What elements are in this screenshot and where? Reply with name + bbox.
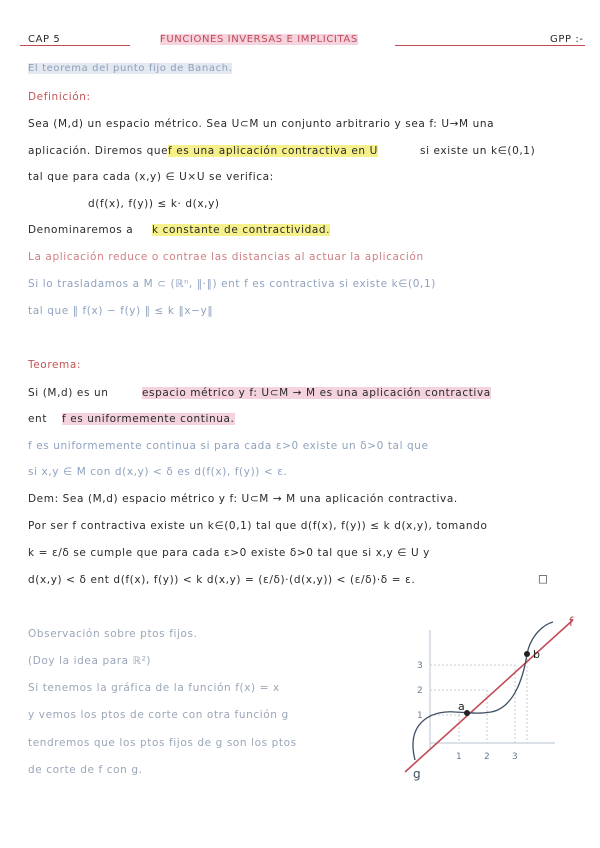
proof-line-2: Por ser f contractiva existe un k∈(0,1) tal que d(f(x), f(y)) ≤ k d(x,y), tomando bbox=[28, 520, 488, 532]
definition-note-1: La aplicación reduce o contrae las distancias al actuar la aplicación bbox=[28, 251, 424, 263]
g-curve bbox=[413, 622, 553, 760]
definition-label: Definición: bbox=[28, 91, 91, 103]
definition-line-5a: Denominaremos a bbox=[28, 224, 134, 236]
observation-line-2: (Doy la idea para ℝ²) bbox=[28, 655, 152, 667]
label-g: g bbox=[413, 767, 421, 781]
observation-line-3: Si tenemos la gráfica de la función f(x) = x bbox=[28, 682, 280, 694]
theorem-label: Teorema: bbox=[28, 359, 82, 371]
observation-line-6: de corte de f con g. bbox=[28, 764, 143, 776]
header-right: GPP :- bbox=[550, 34, 584, 45]
definition-formula: d(f(x), f(y)) ≤ k· d(x,y) bbox=[88, 198, 220, 210]
definition-line-1: Sea (M,d) un espacio métrico. Sea U⊂M un conjunto arbitrario y sea f: U→M una bbox=[28, 118, 495, 130]
label-a: a bbox=[458, 700, 465, 713]
header-rule-right bbox=[395, 45, 585, 46]
label-b: b bbox=[533, 648, 540, 661]
definition-contractive: f es una aplicación contractiva en U bbox=[168, 145, 378, 157]
proof-line-4: d(x,y) < δ ent d(f(x), f(y)) < k d(x,y) = (ε/δ)·(d(x,y)) < (ε/δ)·δ = ε. bbox=[28, 574, 416, 586]
qed-symbol: □ bbox=[538, 573, 549, 585]
theorem-note-2: si x,y ∈ M con d(x,y) < δ es d(f(x), f(y)) < ε. bbox=[28, 466, 288, 478]
observation-title: Observación sobre ptos fijos. bbox=[28, 628, 198, 640]
x-tick-3: 3 bbox=[512, 752, 518, 762]
theorem-line-1b: espacio métrico y f: U⊂M → M es una aplicación contractiva bbox=[142, 387, 491, 399]
header-left: CAP 5 bbox=[28, 34, 61, 45]
y-tick-1: 1 bbox=[417, 711, 423, 721]
x-tick-2: 2 bbox=[484, 752, 490, 762]
label-f: f bbox=[569, 615, 574, 629]
header-rule-left bbox=[20, 45, 130, 46]
section-title: El teorema del punto fijo de Banach. bbox=[28, 63, 233, 74]
y-tick-2: 2 bbox=[417, 686, 423, 696]
fixed-point-b bbox=[524, 651, 530, 657]
proof-line-1: Dem: Sea (M,d) espacio métrico y f: U⊂M → M una aplicación contractiva. bbox=[28, 493, 458, 505]
header-center: FUNCIONES INVERSAS E IMPLICITAS bbox=[160, 34, 358, 45]
definition-line-3: tal que para cada (x,y) ∈ U×U se verifica: bbox=[28, 171, 274, 183]
definition-line-2c: si existe un k∈(0,1) bbox=[420, 145, 536, 157]
x-tick-1: 1 bbox=[456, 752, 462, 762]
fixed-point-graph bbox=[395, 610, 590, 790]
y-tick-3: 3 bbox=[417, 661, 423, 671]
observation-line-4: y vemos los ptos de corte con otra función g bbox=[28, 709, 289, 721]
definition-constant: k constante de contractividad. bbox=[152, 224, 331, 236]
theorem-line-2b: f es uniformemente continua. bbox=[62, 413, 235, 425]
theorem-line-1a: Si (M,d) es un bbox=[28, 387, 109, 399]
definition-note-3: tal que ‖ f(x) − f(y) ‖ ≤ k ‖x−y‖ bbox=[28, 305, 214, 317]
fixed-point-a bbox=[464, 710, 470, 716]
observation-line-5: tendremos que los ptos fijos de g son los ptos bbox=[28, 737, 297, 749]
proof-line-3: k = ε/δ se cumple que para cada ε>0 existe δ>0 tal que si x,y ∈ U y bbox=[28, 547, 430, 559]
theorem-note-1: f es uniformemente continua si para cada ε>0 existe un δ>0 tal que bbox=[28, 440, 429, 452]
theorem-line-2a: ent bbox=[28, 413, 48, 425]
definition-note-2: Si lo trasladamos a M ⊂ (ℝⁿ, ‖·‖) ent f es contractiva si existe k∈(0,1) bbox=[28, 278, 436, 290]
definition-line-2a: aplicación. Diremos que bbox=[28, 145, 169, 157]
